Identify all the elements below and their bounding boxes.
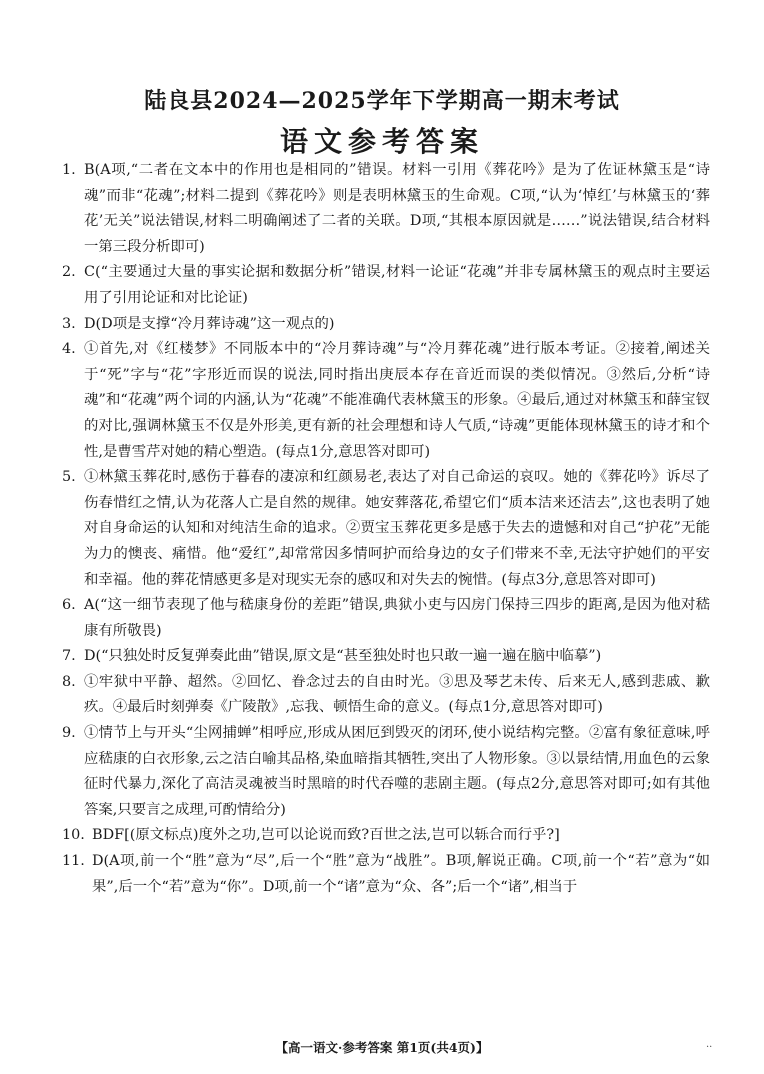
answer-number: 6.: [62, 597, 76, 614]
answer-text: B(A项,“二者在文本中的作用也是相同的”错误。材料一引用《葬花吟》是为了佐证林黛玉是“诗魂”而非“花魂”;材料二提到《葬花吟》则是表明林黛玉的生命观。C项,“认为‘悼红’与林黛玉的‘葬花’无关”说法错误,材料二明确阐述了二者的关联。D项,“其根本原因就是……”说法错误,结合材料一第三段分析即可): [84, 162, 710, 255]
answer-text: ①林黛玉葬花时,感伤于暮春的凄凉和红颜易老,表达了对自己命运的哀叹。她的《葬花吟》诉尽了伤春惜红之情,认为花落人亡是自然的规律。她安葬落花,希望它们“质本洁来还洁去”,这也表明了她对自身命运的认知和对纯洁生命的追求。②贾宝玉葬花更多是感于失去的遗憾和对自己“护花”无能为力的懊丧、痛惜。他“爱红”,却常常因多情呵护而给身边的女子们带来不幸,无法守护她们的平安和幸福。他的葬花情感更多是对现实无奈的感叹和对失去的惋惜。(每点3分,意思答对即可): [84, 469, 710, 588]
answer-item-1: [62, 158, 710, 260]
answer-item-8: [62, 670, 710, 721]
answer-text: ①情节上与开头“尘网捕蝉”相呼应,形成从困厄到毁灭的闭环,使小说结构完整。②富有象征意味,呼应嵇康的白衣形象,云之洁白喻其品格,染血暗指其牺牲,突出了人物形象。③以景结情,用血色的云象征时代暴力,深化了高洁灵魂被当时黑暗的时代吞噬的悲剧主题。(每点2分,意思答对即可;如有其他答案,只要言之成理,可酌情给分): [84, 725, 710, 818]
answer-item-3: [62, 312, 710, 338]
answer-item-9: [62, 721, 710, 823]
page-footer: 【高一语文·参考答案 第1页(共4页)】: [275, 1040, 489, 1055]
answer-number: 11.: [62, 853, 85, 870]
answer-text: ①牢狱中平静、超然。②回忆、眷念过去的自由时光。③思及琴艺未传、后来无人,感到悲戚、歉疚。④最后时刻弹奏《广陵散》,忘我、顿悟生命的意义。(每点1分,意思答对即可): [84, 673, 710, 716]
answer-key-heading: 语文参考答案: [279, 125, 484, 158]
answer-number: 5.: [62, 469, 76, 486]
answer-item-6: [62, 593, 710, 644]
answer-text: ①首先,对《红楼梦》不同版本中的“冷月葬诗魂”与“冷月葬花魂”进行版本考证。②接着,阐述关于“死”字与“花”字形近而误的说法,同时指出庚辰本存在音近而误的类似情况。③然后,分析“诗魂”和“花魂”两个词的内涵,认为“花魂”不能准确代表林黛玉的形象。④最后,通过对林黛玉和薛宝钗的对比,强调林黛玉不仅是外形美,更有新的社会理想和诗人气质,“诗魂”更能体现林黛玉的诗才和个性,是曹雪芹对她的精心塑造。(每点1分,意思答对即可): [84, 341, 710, 460]
answer-item-10: [62, 823, 710, 849]
answer-text: A(“这一细节表现了他与嵇康身份的差距”错误,典狱小吏与囚房门保持三四步的距离,是因为他对嵇康有所敬畏): [84, 597, 710, 639]
answer-text: C(“主要通过大量的事实论据和数据分析”错误,材料一论证“花魂”并非专属林黛玉的观点时主要运用了引用论证和对比论证): [84, 264, 710, 306]
answer-item-4: [62, 337, 710, 465]
answer-text: D(D项是支撑“冷月葬诗魂”这一观点的): [84, 315, 335, 332]
answer-number: 1.: [62, 162, 76, 178]
answer-item-2: [62, 260, 710, 311]
answer-number: 9.: [62, 725, 76, 742]
answer-number: 3.: [62, 315, 76, 332]
answer-item-7: [62, 644, 710, 670]
answer-number: 7.: [62, 648, 76, 665]
answer-number: 8.: [62, 673, 76, 690]
answer-number: 2.: [62, 264, 76, 281]
corner-mark: ··: [706, 1042, 713, 1053]
answer-text: BDF[(原文标点)度外之功,岂可以论说而致?百世之法,岂可以轹合而行乎?]: [92, 827, 560, 844]
answer-item-11: [62, 849, 710, 900]
answer-text: D(“只独处时反复弹奏此曲”错误,原文是“甚至独处时也只敢一遍一遍在脑中临摹”): [84, 648, 602, 665]
answer-number: 10.: [62, 827, 85, 844]
answer-text: D(A项,前一个“胜”意为“尽”,后一个“胜”意为“战胜”。B项,解说正确。C项,前一个“若”意为“如果”,后一个“若”意为“你”。D项,前一个“诸”意为“众、各”;后一个“诸”,相当于: [92, 853, 710, 895]
answer-list: [62, 158, 710, 900]
exam-title: 陆良县2024—2025学年下学期高一期末考试: [144, 88, 620, 114]
answer-item-5: [62, 465, 710, 593]
answer-number: 4.: [62, 341, 76, 358]
